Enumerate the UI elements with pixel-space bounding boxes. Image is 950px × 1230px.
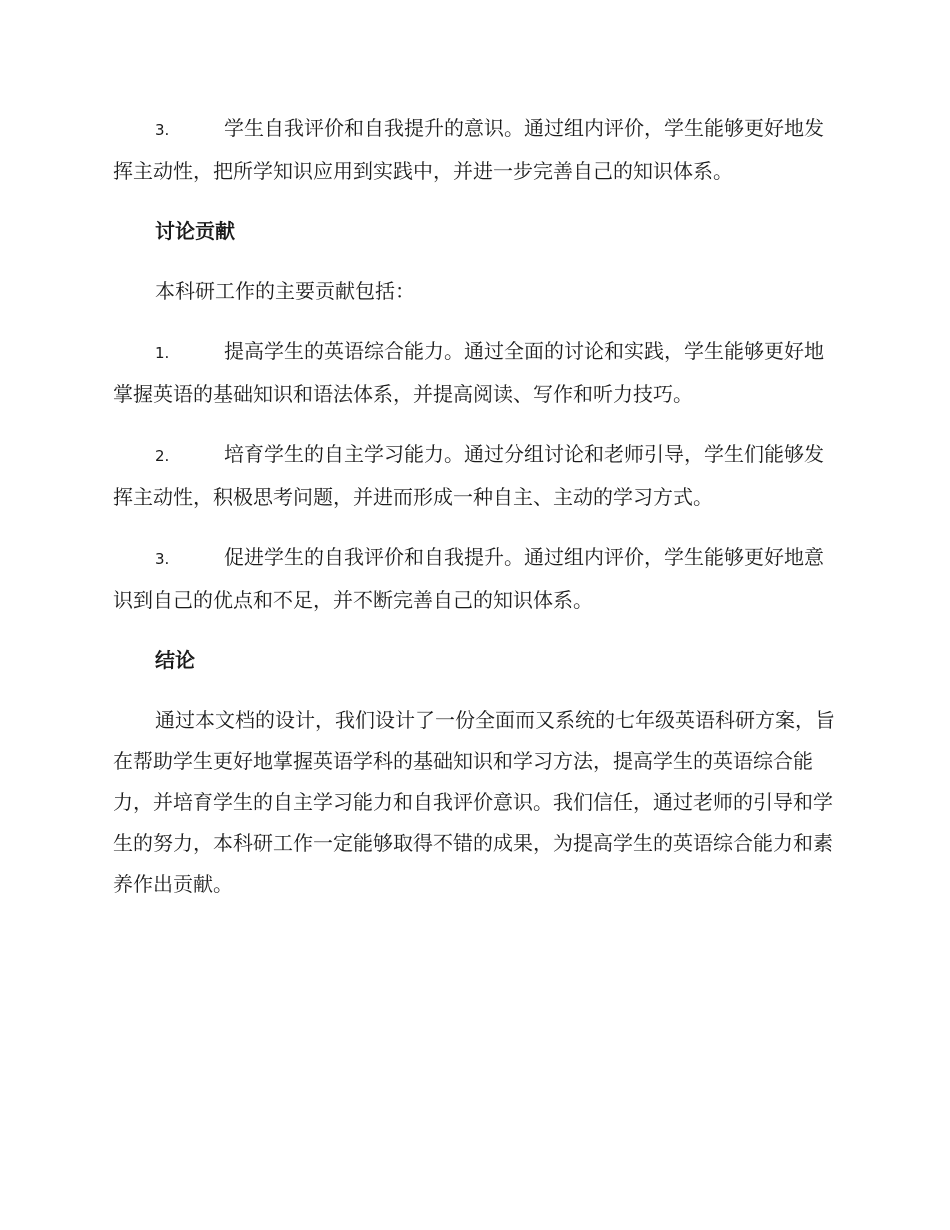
- conclusion-paragraph: 通过本文档的设计，我们设计了一份全面而又系统的七年级英语科研方案，旨在帮助学生更好地掌握英语学科的基础知识和学习方法，提高学生的英语综合能力，并培育学生的自主学习能力和自我评价意识。我们信任，通过老师的引导和学生的努力，本科研工作一定能够取得不错的成果，为提高学生的英语综合能力和素养作出贡献。: [113, 708, 835, 896]
- list-number: 3.: [155, 550, 170, 568]
- list-number: 2.: [155, 447, 170, 465]
- list-item-text: 促进学生的自我评价和自我提升。通过组内评价，学生能够更好地意识到自己的优点和不足，并不断完善自己的知识体系。: [113, 545, 824, 612]
- document-body: [113, 108, 835, 924]
- list-item-3-awareness: [113, 108, 835, 192]
- discussion-intro: 本科研工作的主要贡献包括：: [155, 279, 415, 303]
- list-number: 3.: [155, 121, 170, 139]
- list-item-text: 学生自我评价和自我提升的意识。通过组内评价，学生能够更好地发挥主动性，把所学知识应用到实践中，并进一步完善自己的知识体系。: [113, 116, 824, 183]
- list-item-text: 提高学生的英语综合能力。通过全面的讨论和实践，学生能够更好地掌握英语的基础知识和语法体系，并提高阅读、写作和听力技巧。: [113, 339, 824, 406]
- list-item-contrib-3: [113, 537, 835, 621]
- list-item-text: 培育学生的自主学习能力。通过分组讨论和老师引导，学生们能够发挥主动性，积极思考问题，并进而形成一种自主、主动的学习方式。: [113, 442, 824, 509]
- list-number: 1.: [155, 344, 170, 362]
- list-item-contrib-2: [113, 434, 835, 518]
- section-heading-conclusion: 结论: [155, 648, 195, 672]
- section-heading-discussion: 讨论贡献: [155, 219, 235, 243]
- list-item-contrib-1: [113, 331, 835, 415]
